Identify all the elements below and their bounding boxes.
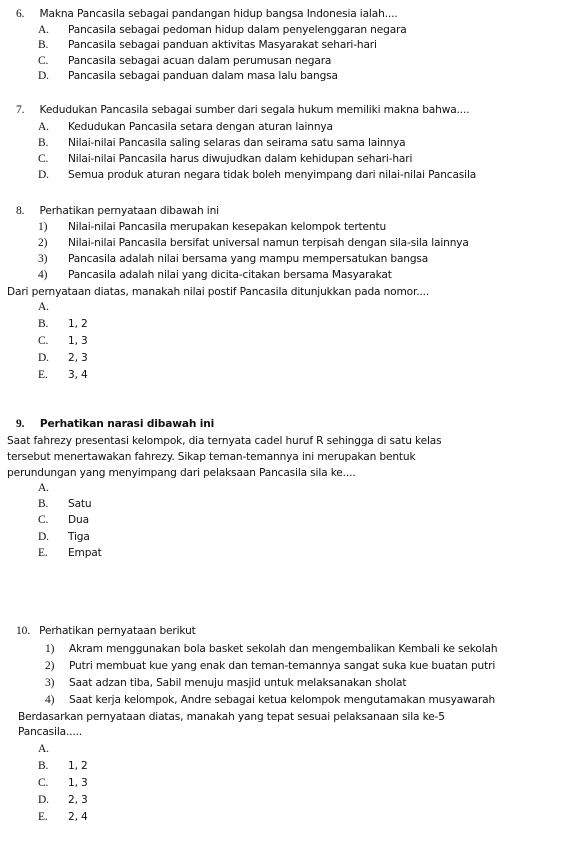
option: B. 1, 2 [38, 318, 88, 330]
question-6 [16, 7, 398, 21]
question-number: 6. [16, 8, 25, 20]
narrative-line: Saat fahrezy presentasi kelompok, dia ternyata cadel huruf R sehingga di satu kelas [7, 435, 442, 447]
option: C. Dua [38, 514, 89, 526]
statement: 2) Putri membuat kue yang enak dan teman-temannya sangat suka kue buatan putri [45, 660, 496, 672]
option: C. Nilai-nilai Pancasila harus diwujudkan dalam kehidupan sehari-hari [38, 153, 413, 165]
option: B. Nilai-nilai Pancasila saling selaras dan seirama satu sama lainnya [38, 137, 406, 149]
option: D. 2, 3 [38, 352, 88, 364]
question-number: 7. [16, 104, 25, 116]
option: E. Empat [38, 547, 102, 559]
question-text: Perhatikan narasi dibawah ini [39, 418, 215, 430]
statement: 3) Saat adzan tiba, Sabil menuju masjid untuk melaksanakan sholat [45, 677, 407, 689]
question-7 [16, 103, 469, 117]
narrative-line: perundungan yang menyimpang dari pelaksaan Pancasila sila ke.... [7, 467, 356, 479]
question-8 [16, 204, 219, 218]
option: C. 1, 3 [38, 335, 88, 347]
statement: 1) Akram menggunakan bola basket sekolah dan mengembalikan Kembali ke sekolah [45, 643, 498, 655]
option: D. Semua produk aturan negara tidak boleh menyimpang dari nilai-nilai Pancasila [38, 169, 477, 181]
statement: 3) Pancasila adalah nilai bersama yang mampu mempersatukan bangsa [38, 253, 429, 265]
statement: 4) Saat kerja kelompok, Andre sebagai ketua kelompok mengutamakan musyawarah [45, 694, 496, 706]
option: A. [38, 482, 49, 494]
option: C. 1, 3 [38, 777, 88, 789]
option: D. Pancasila sebagai panduan dalam masa lalu bangsa [38, 70, 338, 82]
question-text: Kedudukan Pancasila sebagai sumber dari segala hukum memiliki makna bahwa.... [39, 104, 470, 116]
option: E. 2, 4 [38, 811, 88, 823]
question-9 [16, 417, 214, 431]
question-number: 10. [16, 625, 30, 637]
option: A. Pancasila sebagai pedoman hidup dalam penyelenggaran negara [38, 24, 407, 36]
statement: 2) Nilai-nilai Pancasila bersifat universal namun terpisah dengan sila-sila lainnya [38, 237, 469, 249]
statement: 1) Nilai-nilai Pancasila merupakan kesepakan kelompok tertentu [38, 221, 387, 233]
question-text: Perhatikan pernyataan dibawah ini [39, 205, 219, 217]
question-prompt: Dari pernyataan diatas, manakah nilai postif Pancasila ditunjukkan pada nomor.... [7, 286, 430, 298]
question-prompt: Berdasarkan pernyataan diatas, manakah yang tepat sesuai pelaksanaan sila ke-5 [18, 711, 445, 723]
option: A. [38, 301, 49, 313]
option: B. Pancasila sebagai panduan aktivitas Masyarakat sehari-hari [38, 39, 377, 51]
question-text: Makna Pancasila sebagai pandangan hidup bangsa Indonesia ialah.... [39, 8, 398, 20]
question-10 [16, 624, 196, 638]
option: D. Tiga [38, 531, 90, 543]
option: E. 3, 4 [38, 369, 88, 381]
question-prompt: Pancasila..... [18, 726, 83, 738]
option: A. Kedudukan Pancasila setara dengan aturan lainnya [38, 121, 333, 133]
option: A. [38, 743, 49, 755]
narrative-line: tersebut menertawakan fahrezy. Sikap teman-temannya ini merupakan bentuk [7, 451, 416, 463]
question-number: 9. [16, 418, 25, 430]
option: B. Satu [38, 498, 92, 510]
option: C. Pancasila sebagai acuan dalam perumusan negara [38, 55, 332, 67]
option: D. 2, 3 [38, 794, 88, 806]
question-number: 8. [16, 205, 25, 217]
question-text: Perhatikan pernyataan berikut [39, 625, 196, 637]
statement: 4) Pancasila adalah nilai yang dicita-citakan bersama Masyarakat [38, 269, 392, 281]
option: B. 1, 2 [38, 760, 88, 772]
